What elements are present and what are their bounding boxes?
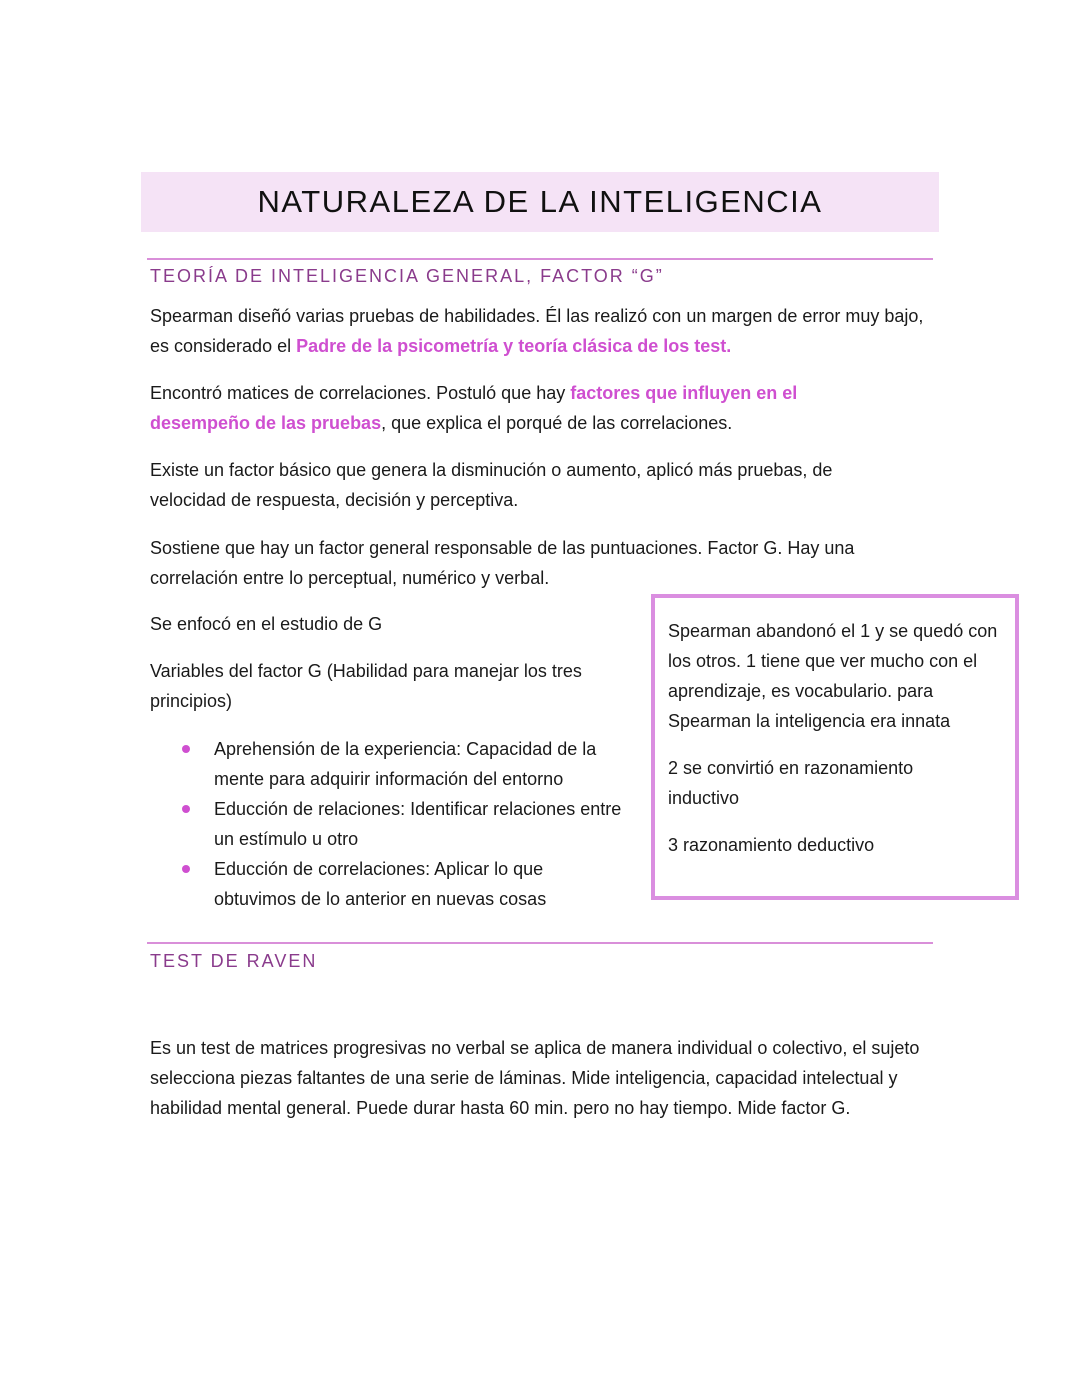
paragraph: Spearman diseñó varias pruebas de habilidades. Él las realizó con un margen de error muy bajo, es considerado el Padre de la psicometría y teoría clásica de los test. xyxy=(150,306,924,356)
paragraph: Sostiene que hay un factor general responsable de las puntuaciones. Factor G. Hay una correlación entre lo perceptual, numérico y verbal. xyxy=(150,538,855,588)
highlight-text: Padre de la psicometría y teoría clásica de los test. xyxy=(296,336,732,356)
list-item: Aprehensión de la experiencia: Capacidad de la mente para adquirir información del entorno xyxy=(150,734,630,794)
paragraph: Se enfocó en el estudio de G xyxy=(150,614,383,634)
side-note-text: 3 razonamiento deductivo xyxy=(668,835,875,855)
section-divider xyxy=(147,258,933,260)
paragraph: Es un test de matrices progresivas no verbal se aplica de manera individual o colectivo, el sujeto selecciona piezas faltantes de una serie de láminas. Mide inteligencia, capacidad intelectual y habilidad mental general. Puede durar hasta 60 min. pero no hay tiempo. Mide factor G. xyxy=(150,1038,920,1118)
section-heading-factor-g: TEORÍA DE INTELIGENCIA GENERAL, FACTOR “G” xyxy=(150,266,664,286)
list-item: Educción de correlaciones: Aplicar lo que obtuvimos de lo anterior en nuevas cosas xyxy=(150,854,630,914)
page-title: NATURALEZA DE LA INTELIGENCIA xyxy=(257,184,823,219)
paragraph: Encontró matices de correlaciones. Postuló que hay factores que influyen en el desempeño de las pruebas, que explica el porqué de las correlaciones. xyxy=(150,383,798,433)
side-note-box xyxy=(651,594,1019,900)
section-heading-raven: TEST DE RAVEN xyxy=(150,951,318,971)
title-banner xyxy=(141,172,939,232)
bullet-icon xyxy=(182,865,190,873)
paragraph: Variables del factor G (Habilidad para manejar los tres principios) xyxy=(150,661,582,711)
highlight-text: factores que influyen en el desempeño de las pruebas xyxy=(150,383,798,433)
bullet-icon xyxy=(182,745,190,753)
side-note-text: 2 se convirtió en razonamiento inductivo xyxy=(668,758,914,808)
factor-g-variables-list xyxy=(150,734,630,914)
list-item: Educción de relaciones: Identificar relaciones entre un estímulo u otro xyxy=(150,794,630,854)
paragraph: Existe un factor básico que genera la disminución o aumento, aplicó más pruebas, de velocidad de respuesta, decisión y perceptiva. xyxy=(150,460,833,510)
bullet-icon xyxy=(182,805,190,813)
side-note-text: Spearman abandonó el 1 y se quedó con los otros. 1 tiene que ver mucho con el aprendizaje, es vocabulario. para Spearman la inteligencia era innata xyxy=(668,621,998,731)
section-divider xyxy=(147,942,933,944)
